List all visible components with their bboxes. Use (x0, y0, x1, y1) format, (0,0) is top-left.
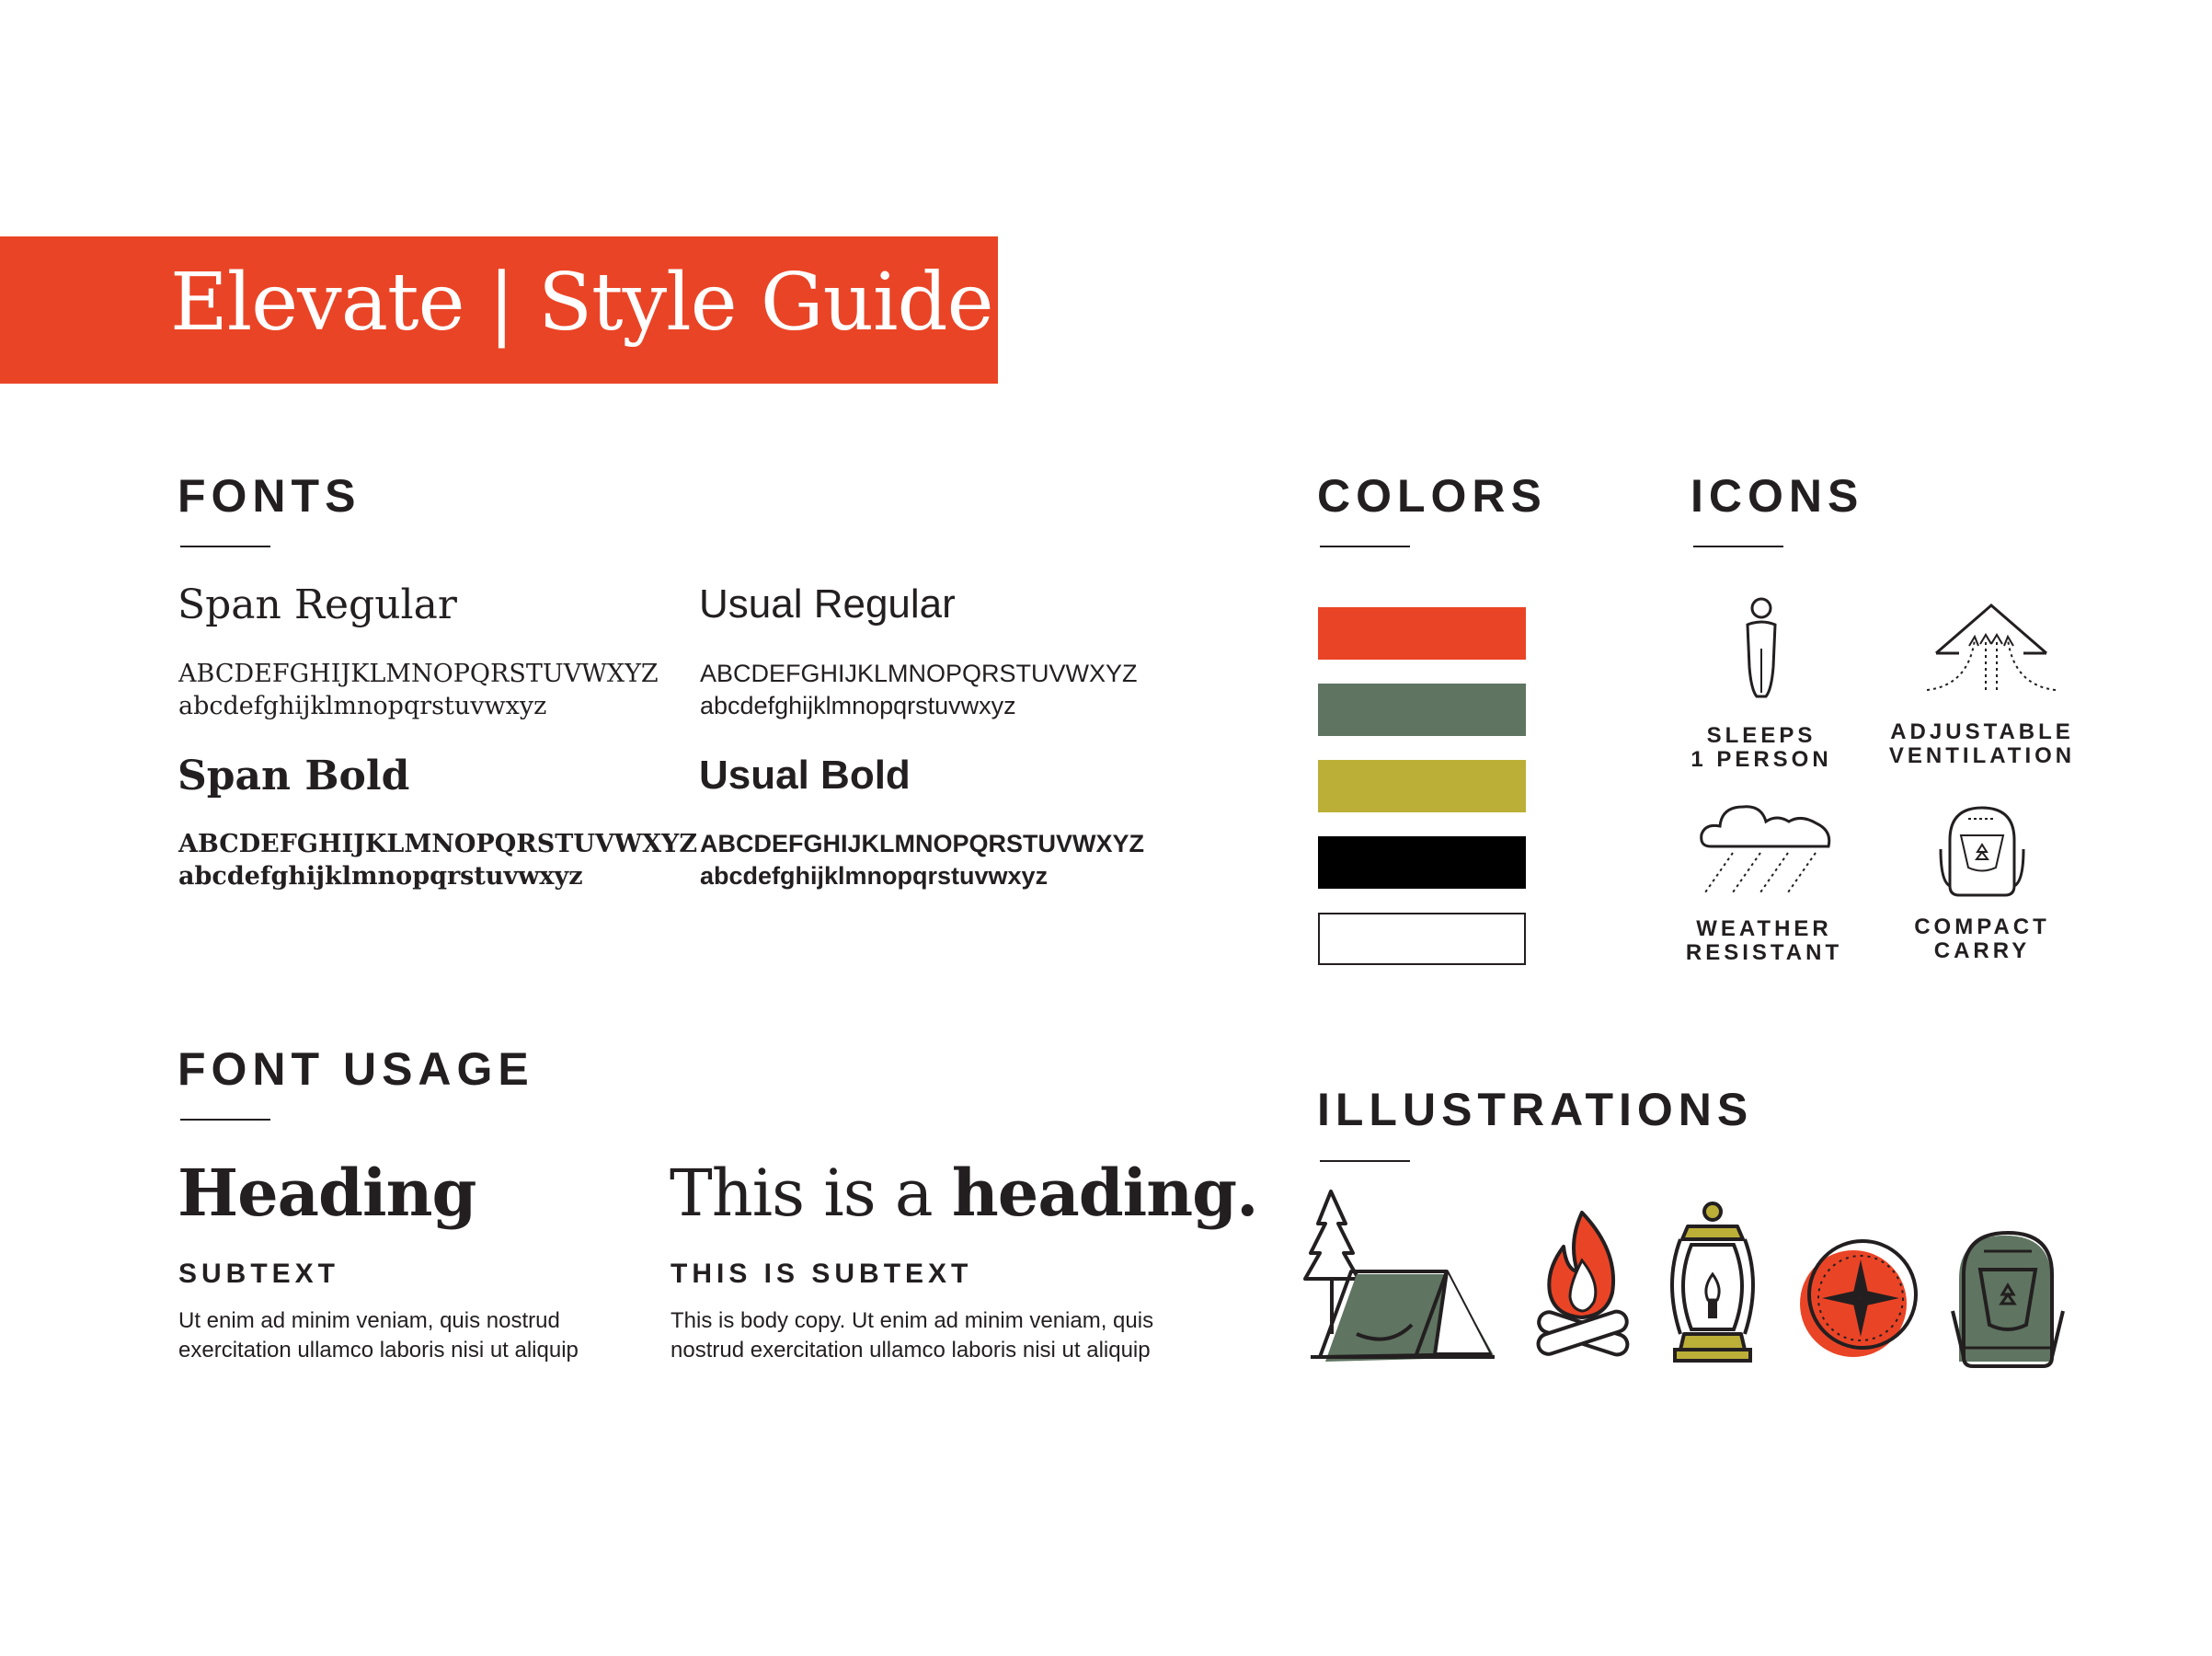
span-bold-lower: abcdefghijklmnopqrstuvwxyz (178, 862, 583, 891)
icon-label-line1: COMPACT (1914, 914, 2050, 939)
tent-icon (1301, 1187, 1499, 1366)
page-title: Elevate | Style Guide (170, 257, 993, 349)
color-swatch-olive (1318, 760, 1526, 812)
example-body-2-line2: nostrud exercitation ullamco laboris nisi ut aliquip (670, 1338, 1151, 1363)
illustrations-section-title: ILLUSTRATIONS (1317, 1084, 1754, 1135)
color-swatch-black (1318, 836, 1526, 889)
icon-label-sleeps (1660, 724, 1862, 772)
icon-label-line2: RESISTANT (1685, 940, 1843, 965)
icon-label-line2: CARRY (1933, 938, 2031, 963)
font-usage-section-title: FONT USAGE (178, 1043, 534, 1095)
backpack-icon (1945, 1228, 2065, 1371)
fonts-divider (180, 546, 270, 547)
example-body-2-line1: This is body copy. Ut enim ad minim veniam, quis (670, 1308, 1154, 1333)
person-icon (1729, 593, 1794, 704)
usual-bold-upper: ABCDEFGHIJKLMNOPQRSTUVWXYZ (700, 830, 1145, 857)
lantern-icon (1660, 1201, 1766, 1366)
icon-label-ventilation (1881, 720, 2083, 768)
icon-label-line2: 1 PERSON (1691, 747, 1832, 772)
example-heading: Heading (178, 1155, 476, 1231)
span-bold-name: Span Bold (178, 753, 410, 799)
icon-label-line1: ADJUSTABLE (1890, 719, 2074, 744)
color-swatch-green (1318, 684, 1526, 736)
example-body-line2: exercitation ullamco laboris nisi ut aliquip (178, 1338, 579, 1363)
example-heading-2 (670, 1155, 1257, 1231)
icon-label-line1: WEATHER (1696, 916, 1832, 941)
colors-section-title: COLORS (1317, 470, 1547, 522)
color-swatch-white (1318, 913, 1526, 965)
usual-regular-lower: abcdefghijklmnopqrstuvwxyz (700, 692, 1016, 719)
ventilation-icon (1918, 598, 2065, 699)
usual-bold-lower: abcdefghijklmnopqrstuvwxyz (700, 862, 1049, 890)
example-subtext-2: THIS IS SUBTEXT (670, 1259, 973, 1289)
span-regular-lower: abcdefghijklmnopqrstuvwxyz (178, 692, 547, 720)
color-swatch-orange (1318, 607, 1526, 660)
icon-label-line2: VENTILATION (1888, 743, 2076, 768)
colors-divider (1320, 546, 1410, 547)
icons-divider (1693, 546, 1783, 547)
span-regular-name: Span Regular (178, 581, 457, 628)
span-bold-upper: ABCDEFGHIJKLMNOPQRSTUVWXYZ (178, 830, 698, 858)
fonts-section-title: FONTS (178, 470, 361, 522)
rain-cloud-icon (1692, 796, 1840, 897)
icon-label-line1: SLEEPS (1706, 723, 1817, 748)
backpack-icon (1931, 799, 2033, 900)
title-banner (0, 236, 998, 384)
example-body-line1: Ut enim ad minim veniam, quis nostrud (178, 1308, 560, 1333)
usual-regular-upper: ABCDEFGHIJKLMNOPQRSTUVWXYZ (700, 660, 1138, 687)
illustrations-divider (1320, 1160, 1410, 1162)
icon-label-compact (1881, 915, 2083, 963)
icons-section-title: ICONS (1691, 470, 1864, 522)
usual-regular-name: Usual Regular (699, 581, 956, 627)
heading-light-part: This is a (670, 1156, 933, 1231)
span-regular-upper: ABCDEFGHIJKLMNOPQRSTUVWXYZ (178, 660, 659, 688)
campfire-icon (1531, 1205, 1633, 1366)
compass-icon (1798, 1237, 1922, 1362)
icon-label-weather (1663, 917, 1865, 965)
example-subtext: SUBTEXT (178, 1259, 340, 1289)
font-usage-divider (180, 1119, 270, 1121)
usual-bold-name: Usual Bold (699, 753, 911, 798)
heading-bold-part: heading. (951, 1155, 1258, 1231)
